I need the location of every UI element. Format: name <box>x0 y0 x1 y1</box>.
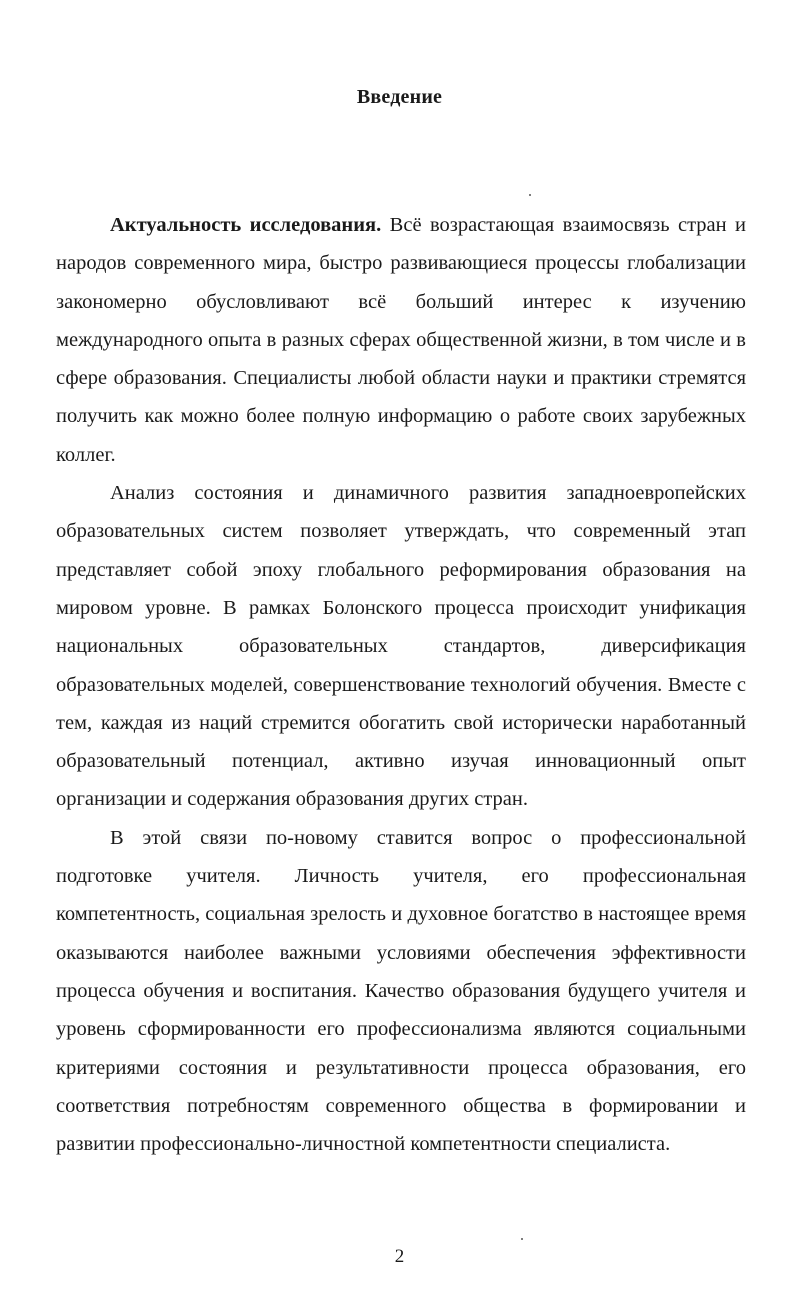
paragraph-text: Всё возрастающая взаимосвязь стран и народов современного мира, быстро развивающиеся процессы глобализации закономерно обусловливают всё больший интерес к изучению международного опыта в разных сферах общественной жизни, в том числе и в сфере образования. Специалисты любой области науки и практики стремятся получить как можно более полную информацию о работе своих зарубежных коллег. <box>56 214 746 466</box>
paragraph-analysis <box>56 474 746 819</box>
paragraph-relevance <box>56 206 746 474</box>
paragraph-text: Анализ состояния и динамичного развития западноевропейских образовательных систем позволяет утверждать, что современный этап представляет собой эпоху глобального реформирования образования на мировом уровне. В рамках Болонского процесса происходит унификация национальных образовательных стандартов, диверсификация образовательных моделей, совершенствование технологий обучения. Вместе с тем, каждая из наций стремится обогатить свой исторически наработанный образовательный потенциал, активно изучая инновационный опыт организации и содержания образования других стран. <box>56 482 746 811</box>
paragraph-lead: Актуальность исследования. <box>110 214 382 236</box>
paragraph-teacher-training <box>56 819 746 1164</box>
page-number: 2 <box>394 1246 405 1267</box>
scan-speck <box>521 1238 523 1240</box>
paragraph-text: В этой связи по-новому ставится вопрос о профессиональной подготовке учителя. Личность учителя, его профессиональная компетентность, социальная зрелость и духовное богатство в настоящее время оказываются наиболее важными условиями обеспечения эффективности процесса обучения и воспитания. Качество образования будущего учителя и уровень сформированности его профессионализма являются социальными критериями состояния и результативности процесса образования, его соответствия потребностям современного общества в формировании и развитии профессионально-личностной компетентности специалиста. <box>56 826 746 1156</box>
body-text <box>56 206 746 1163</box>
section-title: Введение <box>356 86 443 108</box>
scan-speck <box>529 194 531 196</box>
